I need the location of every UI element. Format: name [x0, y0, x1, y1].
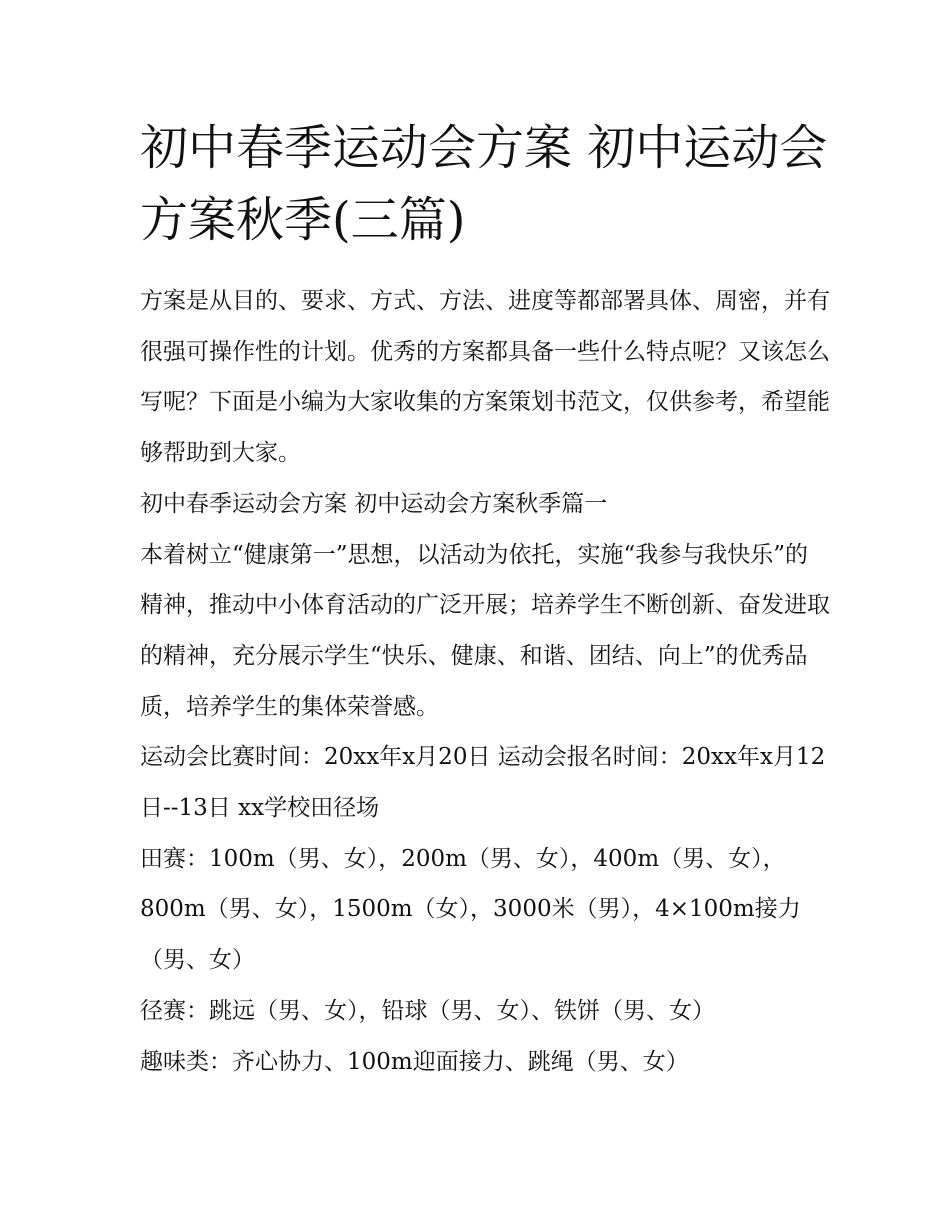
schedule-paragraph: 运动会比赛时间：20xx年x月20日 运动会报名时间：20xx年x月12日--13日 xx学校田径场	[140, 744, 826, 822]
section-heading: 初中春季运动会方案 初中运动会方案秋季篇一	[140, 490, 608, 517]
field-events-paragraph: 径赛：跳远（男、女），铅球（男、女）、铁饼（男、女）	[140, 997, 715, 1024]
document-body	[140, 276, 830, 1087]
purpose-paragraph: 本着树立“健康第一”思想，以活动为依托，实施“我参与我快乐”的精神，推动中小体育活动的广泛开展；培养学生不断创新、奋发进取的精神，充分展示学生“快乐、健康、和谐、团结、向上”的优秀品质，培养学生的集体荣誉感。	[140, 541, 830, 720]
track-events-paragraph: 田赛：100m（男、女），200m（男、女），400m（男、女），800m（男、女），1500m（女），3000米（男），4×100m接力（男、女）	[140, 845, 801, 974]
document-title: 初中春季运动会方案 初中运动会方案秋季(三篇)	[140, 120, 828, 248]
fun-events-paragraph: 趣味类：齐心协力、100m迎面接力、跳绳（男、女）	[140, 1048, 689, 1075]
intro-paragraph: 方案是从目的、要求、方式、方法、进度等都部署具体、周密，并有很强可操作性的计划。优秀的方案都具备一些什么特点呢？又该怎么写呢？下面是小编为大家收集的方案策划书范文，仅供参考，希望能够帮助到大家。	[140, 288, 830, 467]
